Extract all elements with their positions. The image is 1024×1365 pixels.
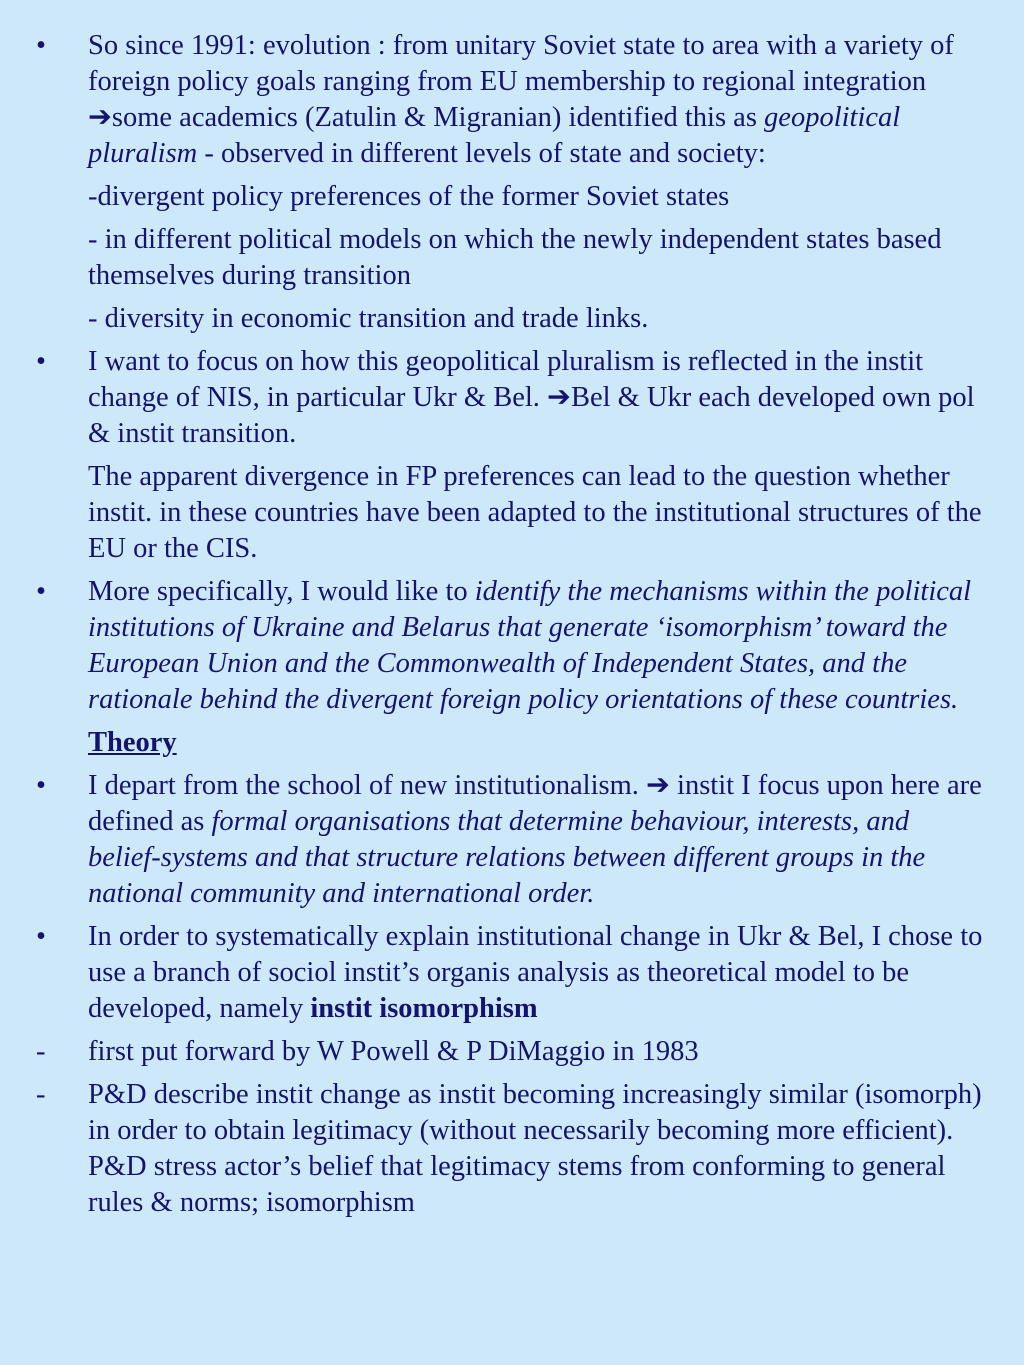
body-text: I depart from the school of new institutionalism. [88, 770, 647, 801]
body-text: In order to systematically explain institutional change in Ukr & Bel, I chose to use a branch of sociol instit’s organis analysis as theoretical model to be developed, namely [88, 921, 983, 1024]
body-text: More specifically, I would like to [88, 576, 475, 607]
notes-body [0, 28, 984, 1221]
dash-marker: - [36, 1036, 46, 1067]
body-text: Bel & Ukr each developed own pol & instit transition. [88, 382, 975, 449]
dash-paragraph [0, 1077, 984, 1221]
body-text: P&D describe instit change as instit becoming increasingly similar (isomorph) in order to obtain legitimacy (without necessarily becoming more efficient). P&D stress actor’s belief that legitimacy stems from conforming to general rules & norms; isomorphism [88, 1079, 982, 1218]
body-text: - diversity in economic transition and trade links. [88, 303, 649, 334]
emphasis-text: identify the mechanisms within the political institutions of Ukraine and Belarus that generate ‘isomorphism’ toward the European Union and the Commonwealth of Independent States, and the rationale behind the divergent foreign policy orientations of these countries. [88, 576, 972, 715]
bullet-marker: • [36, 921, 46, 952]
body-text: - observed in different levels of state and society: [197, 138, 766, 169]
section-heading: Theory [88, 727, 177, 758]
bullet-marker: • [36, 770, 46, 801]
dash-paragraph [0, 1034, 984, 1070]
bullet-paragraph [0, 344, 984, 452]
emphasis-text: geopolitical pluralism [88, 102, 901, 169]
body-text: first put forward by W Powell & P DiMaggio in 1983 [88, 1036, 699, 1067]
body-text: some academics (Zatulin & Migranian) identified this as [111, 102, 765, 133]
text-paragraph [0, 459, 984, 567]
body-text: I want to focus on how this geopolitical pluralism is reflected in the instit change of NIS, in particular Ukr & Bel. [88, 346, 924, 413]
body-text: - in different political models on which the newly independent states based themselves during transition [88, 224, 942, 291]
body-text: The apparent divergence in FP preferences can lead to the question whether instit. in these countries have been adapted to the institutional structures of the EU or the CIS. [88, 461, 982, 564]
text-paragraph [0, 222, 984, 294]
text-paragraph [0, 725, 984, 761]
bullet-marker: • [36, 30, 46, 61]
body-text: -divergent policy preferences of the former Soviet states [88, 181, 730, 212]
text-paragraph [0, 179, 984, 215]
emphasis-text: formal organisations that determine behaviour, interests, and belief-systems and that structure relations between different groups in the national community and international order. [88, 806, 926, 909]
arrow-icon: ➔ [547, 382, 571, 413]
body-text: So since 1991: evolution : from unitary Soviet state to area with a variety of foreign policy goals ranging from EU membership to regional integration [88, 30, 954, 97]
bullet-paragraph [0, 28, 984, 172]
bullet-paragraph [0, 574, 984, 718]
text-paragraph [0, 301, 984, 337]
bullet-paragraph [0, 919, 984, 1027]
bullet-marker: • [36, 346, 46, 377]
arrow-icon: ➔ [646, 770, 670, 801]
bullet-paragraph [0, 768, 984, 912]
body-text: instit I focus upon here are defined as [88, 770, 982, 837]
arrow-icon: ➔ [88, 102, 112, 133]
dash-marker: - [36, 1079, 46, 1110]
bullet-marker: • [36, 576, 46, 607]
bold-text: instit isomorphism [310, 993, 538, 1024]
